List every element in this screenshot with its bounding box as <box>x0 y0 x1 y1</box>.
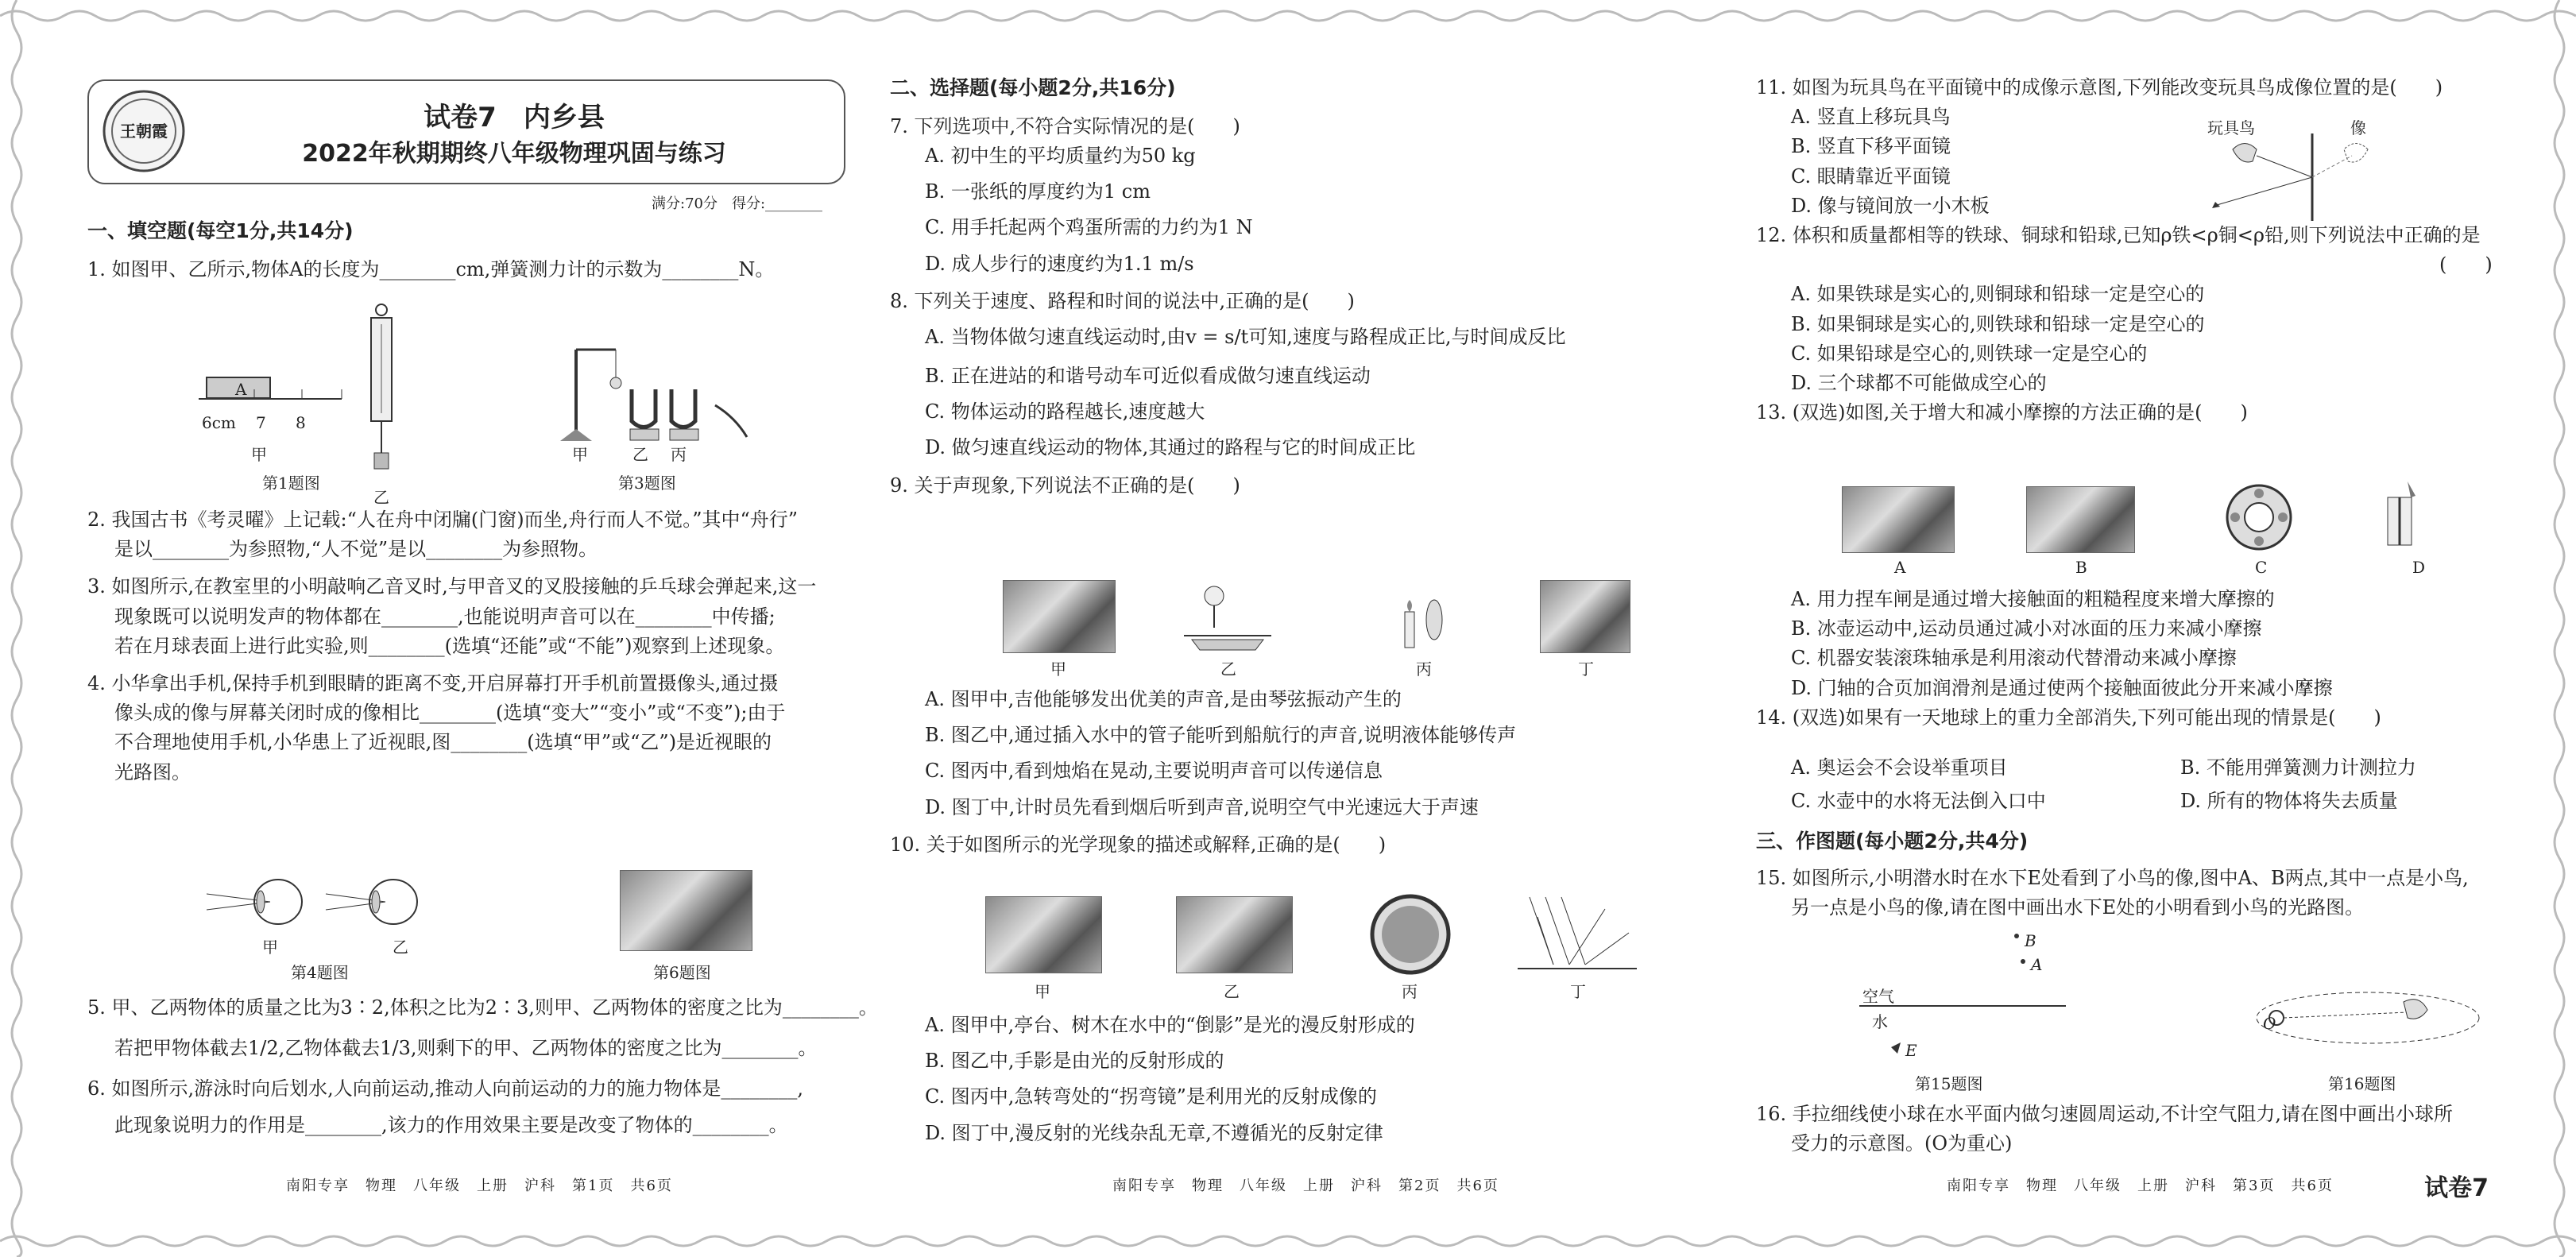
figure-1-ruler-tick-7: 7 <box>256 413 266 432</box>
figure-1-caption: 第1题图 <box>262 474 320 493</box>
question-1: 1. 如图甲、乙所示,物体A的长度为________cm,弹簧测力计的示数为________N。 <box>87 257 775 280</box>
column-2-bottom <box>890 1011 1684 1148</box>
question-12-option-b: B. 如果铜球是实心的,则铁球和铅球一定是空心的 <box>1791 312 2205 335</box>
question-3-line-1: 3. 如图所示,在教室里的小明敲响乙音叉时,与甲音叉的叉股接触的乒乓球会弹起来,这一 <box>87 575 817 598</box>
question-13-label-c: C <box>2255 558 2268 577</box>
question-11-mirror-diagram <box>2209 133 2400 221</box>
question-16-line-1: 16. 手拉细线使小球在水平面内做匀速圆周运动,不计空气阻力,请在图中画出小球所 <box>1756 1103 2454 1125</box>
section-heading-fill-blank: 一、填空题(每空1分,共14分) <box>87 219 354 242</box>
question-10-label-yi: 乙 <box>1224 982 1240 1001</box>
question-13-label-d: D <box>2412 558 2426 577</box>
question-9-label-bing: 丙 <box>1416 659 1432 679</box>
score-line: 满分:70分 得分:________ <box>652 195 823 212</box>
question-10: 10. 关于如图所示的光学现象的描述或解释,正确的是( ) <box>890 833 1387 856</box>
question-13-option-d: D. 门轴的合页加润滑剂是通过使两个接触面彼此分开来减小摩擦 <box>1791 676 2333 699</box>
question-11: 11. 如图为玩具鸟在平面镜中的成像示意图,下列能改变玩具鸟成像位置的是( ) <box>1756 76 2443 99</box>
figure-4-label-jia: 甲 <box>262 938 278 957</box>
question-9-label-ding: 丁 <box>1578 659 1594 679</box>
question-10-label-jia: 甲 <box>1035 982 1050 1001</box>
question-9-boat-diagram <box>1184 580 1271 656</box>
figure-1-label-jia: 甲 <box>251 445 267 464</box>
question-4-line-1: 4. 小华拿出手机,保持手机到眼睛的距离不变,开启屏幕打开手机前置摄像头,通过摄 <box>87 671 779 694</box>
question-8-option-b: B. 正在进站的和谐号动车可近似看成做匀速直线运动 <box>925 365 1371 388</box>
question-7: 7. 下列选项中,不符合实际情况的是( ) <box>890 114 1240 137</box>
exam-subtitle: 2022年秋期期终八年级物理巩固与练习 <box>302 140 726 168</box>
question-9: 9. 关于声现象,下列说法不正确的是( ) <box>890 474 1240 497</box>
question-15-line-1: 15. 如图所示,小明潜水时在水下E处看到了小鸟的像,图中A、B两点,其中一点是小鸟, <box>1756 866 2469 889</box>
question-9-option-d: D. 图丁中,计时员先看到烟后听到声音,说明空气中光速远大于声速 <box>925 795 1479 818</box>
exam-header <box>87 79 845 184</box>
question-10-option-d: D. 图丁中,漫反射的光线杂乱无章,不遵循光的反射定律 <box>925 1121 1383 1144</box>
question-12-answer-paren: ( ) <box>2439 253 2493 277</box>
question-14: 14. (双选)如果有一天地球上的重力全部消失,下列可能出现的情景是( ) <box>1756 706 2381 729</box>
question-14-option-c: C. 水壶中的水将无法倒入口中 <box>1791 790 2046 812</box>
question-10-option-a: A. 图甲中,亭台、树木在水中的“倒影”是光的漫反射形成的 <box>925 1014 1415 1036</box>
wavy-border-right <box>2549 0 2570 1257</box>
question-6-line-1: 6. 如图所示,游泳时向后划水,人向前运动,推动人向前运动的力的施力物体是________, <box>87 1077 804 1100</box>
column-3-drawing <box>1756 826 2511 922</box>
figure-4-label-yi: 乙 <box>393 938 408 957</box>
question-13-label-a: A <box>1894 558 1906 577</box>
figure-16-caption: 第16题图 <box>2328 1074 2396 1093</box>
question-11-label-image: 像 <box>2350 118 2366 137</box>
question-12-option-c: C. 如果铅球是空心的,则铁球一定是空心的 <box>1791 342 2148 365</box>
question-8-option-c: C. 物体运动的路程越长,速度越大 <box>925 400 1205 424</box>
column-3-middle <box>1756 585 2511 733</box>
question-14-option-b: B. 不能用弹簧测力计测拉力 <box>2180 756 2416 779</box>
figure-3-label-jia: 甲 <box>572 445 588 464</box>
question-10-convex-mirror-icon <box>1367 893 1454 977</box>
question-7-option-d: D. 成人步行的速度约为1.1 m/s <box>925 252 1194 275</box>
question-12: 12. 体积和质量都相等的铁球、铜球和铅球,已知ρ铁<ρ铜<ρ铅,则下列说法中正确的是 <box>1756 223 2481 246</box>
figure-4-caption: 第4题图 <box>291 963 349 982</box>
question-8-option-d: D. 做匀速直线运动的物体,其通过的路程与它的时间成正比 <box>925 436 1416 459</box>
section-heading-choice: 二、选择题(每小题2分,共16分) <box>890 76 1176 99</box>
question-8-option-a: A. 当物体做匀速直线运动时,由v = s/t可知,速度与路程成正比,与时间成反比 <box>925 325 1566 348</box>
figure-1-block-label: A <box>235 380 247 399</box>
paper-number: 试卷7 <box>2424 1174 2489 1202</box>
question-2-line-1: 2. 我国古书《考灵曜》上记载:“人在舟中闭牖(门窗)而坐,舟行而人不觉。”其中“舟行” <box>87 509 799 531</box>
question-4-line-3: 不合理地使用手机,小华患上了近视眼,图________(选填“甲”或“乙”)是近视眼的 <box>114 731 772 754</box>
question-9-label-yi: 乙 <box>1220 659 1236 679</box>
question-13-option-a: A. 用力捏车闸是通过增大接触面的粗糙程度来增大摩擦的 <box>1791 588 2275 610</box>
question-13-option-b: B. 冰壶运动中,运动员通过减小对冰面的压力来减小摩擦 <box>1791 617 2262 640</box>
question-15-line-2: 另一点是小鸟的像,请在图中画出水下E处的小明看到小鸟的光路图。 <box>1791 895 2365 919</box>
question-11-option-a: A. 竖直上移玩具鸟 <box>1791 106 1951 129</box>
question-13-option-c: C. 机器安装滚珠轴承是利用滚动代替滑动来减小摩擦 <box>1791 647 2237 670</box>
exam-title: 试卷7 内乡县 <box>424 102 605 133</box>
section-heading-drawing: 三、作图题(每小题2分,共4分) <box>1756 830 2029 853</box>
column-1-continued <box>87 505 850 787</box>
question-7-option-a: A. 初中生的平均质量约为50 kg <box>925 144 1196 167</box>
question-11-option-c: C. 眼睛靠近平面镜 <box>1791 164 1951 188</box>
question-10-pavilion-photo <box>985 896 1102 973</box>
figure-4-eye-diagrams <box>207 874 421 930</box>
question-11-label-toy-bird: 玩具鸟 <box>2207 118 2255 137</box>
figure-16-center-o: O <box>2263 1014 2276 1033</box>
question-6-line-2: 此现象说明力的作用是________,该力的作用效果主要是改变了物体的________。 <box>114 1113 788 1136</box>
question-10-option-c: C. 图丙中,急转弯处的“拐弯镜”是利用光的反射成像的 <box>925 1085 1377 1108</box>
question-10-label-bing: 丙 <box>1402 982 1418 1001</box>
figure-15-point-b: B <box>2025 931 2036 950</box>
question-9-guitar-photo <box>1003 580 1116 653</box>
question-9-candle-speaker <box>1398 580 1446 652</box>
figure-6-swimmer-photo <box>620 870 752 951</box>
question-4-line-4: 光路图。 <box>114 760 191 783</box>
question-5-line-1: 5. 甲、乙两物体的质量之比为3∶2,体积之比为2∶3,则甲、乙两物体的密度之比为________。 <box>87 996 878 1019</box>
question-2-line-2: 是以________为参照物,“人不觉”是以________为参照物。 <box>114 538 598 561</box>
question-13-ball-bearing-icon <box>2225 482 2293 553</box>
question-3-line-2: 现象既可以说明发声的物体都在________,也能说明声音可以在________中传播; <box>114 605 776 628</box>
spring-scale-icon <box>362 302 401 477</box>
question-7-option-b: B. 一张纸的厚度约为1 cm <box>925 180 1151 203</box>
question-12-option-d: D. 三个球都不可能做成空心的 <box>1791 371 2047 394</box>
figure-15-water-label: 水 <box>1872 1012 1888 1031</box>
column-1 <box>87 216 850 284</box>
figure-1-ruler-tick-8: 8 <box>296 413 306 432</box>
question-14-option-d: D. 所有的物体将失去质量 <box>2180 790 2398 812</box>
figure-1-label-yi: 乙 <box>373 488 389 507</box>
figure-1-ruler-tick-6: 6cm <box>202 413 236 432</box>
question-9-option-b: B. 图乙中,通过插入水中的管子能听到船航行的声音,说明液体能够传声 <box>925 724 1517 747</box>
question-12-option-a: A. 如果铁球是实心的,则铜球和铅球一定是空心的 <box>1791 283 2205 306</box>
question-3-line-3: 若在月球表面上进行此实验,则________(选填“还能”或“不能”)观察到上述现象。 <box>114 634 785 657</box>
question-9-starter-photo <box>1540 580 1630 653</box>
question-13-hinge-oil-icon <box>2376 482 2423 553</box>
question-9-label-jia: 甲 <box>1050 659 1066 679</box>
question-16-line-2: 受力的示意图。(O为重心) <box>1791 1132 2013 1155</box>
figure-3-caption: 第3题图 <box>618 474 676 493</box>
svg-text:王朝霞: 王朝霞 <box>120 122 168 141</box>
question-13: 13. (双选)如图,关于增大和减小摩擦的方法正确的是( ) <box>1756 401 2248 424</box>
question-11-option-d: D. 像与镜间放一小木板 <box>1791 194 1990 217</box>
column-2 <box>890 73 1684 501</box>
question-7-option-c: C. 用手托起两个鸡蛋所需的力约为1 N <box>925 216 1253 239</box>
figure-15-point-a: A <box>2031 955 2043 974</box>
question-11-option-b: B. 竖直下移平面镜 <box>1791 135 1951 158</box>
wavy-border-top <box>0 5 2576 27</box>
footer-page-2: 南阳专享 物理 八年级 上册 沪科 第2页 共6页 <box>1112 1178 1499 1194</box>
figure-3-label-yi: 乙 <box>632 445 648 464</box>
column-1-bottom <box>87 993 878 1140</box>
figure-6-caption: 第6题图 <box>653 963 711 982</box>
question-5-line-2: 若把甲物体截去1/2,乙物体截去1/3,则剩下的甲、乙两物体的密度之比为________。 <box>114 1037 818 1060</box>
question-10-option-b: B. 图乙中,手影是由光的反射形成的 <box>925 1050 1224 1073</box>
figure-16-circular-motion <box>2249 982 2487 1054</box>
wavy-border-bottom <box>0 1230 2576 1252</box>
question-14-option-a: A. 奥运会不会设举重项目 <box>1791 756 2008 779</box>
column-3 <box>1756 73 2511 427</box>
question-9-option-c: C. 图丙中,看到烛焰在晃动,主要说明声音可以传递信息 <box>925 760 1383 783</box>
figure-3-label-bing: 丙 <box>671 445 687 464</box>
figure-3-tuning-forks <box>560 342 751 453</box>
column-2-middle <box>890 685 1684 860</box>
figure-15-caption: 第15题图 <box>1915 1074 1983 1093</box>
wavy-border-left <box>6 0 27 1257</box>
question-8: 8. 下列关于速度、路程和时间的说法中,正确的是( ) <box>890 289 1355 312</box>
figure-15-point-e: E <box>1905 1041 1917 1060</box>
question-13-bike-brake-photo <box>1842 486 1955 553</box>
footer-page-3: 南阳专享 物理 八年级 上册 沪科 第3页 共6页 <box>1947 1178 2334 1194</box>
question-13-label-b: B <box>2075 558 2087 577</box>
question-4-line-2: 像头成的像与屏幕关闭时成的像相比________(选填“变大”“变小”或“不变”);由于 <box>114 702 786 725</box>
column-3-bottom <box>1756 1100 2511 1158</box>
figure-15-air-label: 空气 <box>1862 987 1894 1006</box>
question-10-hand-shadow-photo <box>1176 896 1293 973</box>
question-10-diffuse-reflection-diagram <box>1518 893 1637 977</box>
footer-page-1: 南阳专享 物理 八年级 上册 沪科 第1页 共6页 <box>286 1178 673 1194</box>
question-9-option-a: A. 图甲中,吉他能够发出优美的声音,是由琴弦振动产生的 <box>925 688 1402 710</box>
question-13-curling-photo <box>2026 486 2135 553</box>
question-10-label-ding: 丁 <box>1570 982 1586 1001</box>
logo-seal-icon <box>100 87 188 175</box>
